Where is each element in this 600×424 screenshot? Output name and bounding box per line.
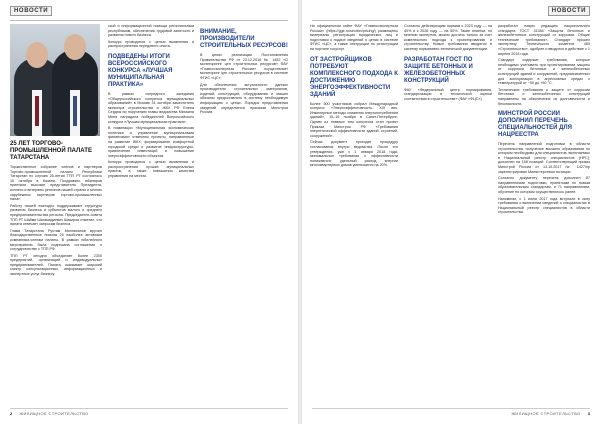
- footer-brand: ЖИЛИЩНОЕ СТРОИТЕЛЬСТВО: [19, 411, 89, 416]
- left-section-label: [10, 6, 52, 18]
- paragraph: В целях реализации Постановления Правительства РФ от 23.12.2016 № 1452 «О мониторинге цен строительных ресурсов» ФАУ «Главгосэкспертиза России» осуществляет мониторинг цен строительных ресурсов в системе ФГИС «ЦС».: [200, 53, 288, 80]
- paragraph: Глава Татарстана Рустам Минниханов вручил благодарственные письма 25 наиболее активным компаниям-членам палаты. В рамках юбилейного мероприятия была подписана соглашения о сотрудничестве с ТПП РФ.: [10, 228, 102, 252]
- paragraph: ФАУ «Федеральный центр нормирования, стандартизации и технической оценки соответствия в строительстве» (ФАУ «ФЦС»): [404, 87, 492, 101]
- headline-energy-efficiency: ОТ ЗАСТРОЙЩИКОВ ПОТРЕБУЮТ КОМПЛЕКСНОГО ПОДХОДА К ДОСТИЖЕНИЮ ЭНЕРГОЭФФЕКТИВНОСТИ ЗДАНИЙ: [310, 56, 398, 98]
- paragraph: Торжественное собрание членов и партнеров Торгово-промышленной палаты Республики Татарстан по случаю 25-летия ТПП РТ состоялось 16 октября в Казани. Поздравить юбиляров приехали высокие представители Президента, коллеги и ветераны регионов нашей страны и многих зарубежных партнеров торгово-промышленных палат.: [10, 165, 102, 202]
- footer-brand: ЖИЛИЩНОЕ СТРОИТЕЛЬСТВО: [511, 411, 581, 416]
- paragraph: Конкурс проводится с целью выявления и распространения передового опыта.: [108, 39, 194, 49]
- right-column-1: [310, 24, 398, 404]
- headline-manufacturers-attention: ВНИМАНИЕ, ПРОИЗВОДИТЕЛИ СТРОИТЕЛЬНЫХ РЕСУРСОВ!: [200, 29, 288, 49]
- headline-tpp-25: 25 ЛЕТ ТОРГОВО-ПРОМЫШЛЕННОЙ ПАЛАТЕ ТАТАРСТАНА: [10, 141, 92, 161]
- right-section-label: [548, 6, 590, 18]
- paragraph: Согласно документу перечень дополнен 87 направлениями подготовки, принятыми по новым образовательным стандартам, и 71 направлением, обучение по которым осуществлялось ранее.: [498, 176, 590, 195]
- left-column-1: [10, 24, 102, 404]
- left-column-2: [108, 24, 194, 404]
- left-top-rule: [10, 20, 288, 21]
- paragraph: Конкурс проводится с целью выявления и распространения лучших муниципальных практик, а также повышения качества управления на местах.: [108, 160, 194, 179]
- paragraph: ской и информационной помощи региональным республикам, обеспечения трудовой занятости и развития нового бизнеса.: [108, 24, 194, 38]
- paragraph: Работу нашей ежегодно поддерживают структуры развития бизнеса и субъектов малого и среднего предпринимательства региона. Председатель совета ТПП РТ Шайми Шагамадиевич Шакиров отметил, что палата отвечает запросам бизнеса.: [10, 203, 102, 227]
- left-column-3: [200, 24, 288, 404]
- right-column-3: [498, 24, 590, 404]
- paragraph: Технические требования к защите от коррозии бетонных и железобетонных конструкций направлены на обеспечение их долговечности и безопасности.: [498, 87, 590, 106]
- left-footer: [10, 408, 288, 419]
- paragraph: разработал новую редакцию национального стандарта ГОСТ 31384 «Защита бетонных и железобетонных конструкций от коррозии. Общие технические требования». Стандарт прошел экспертизу Технического комитета 465 «Строительство», одобрен и вводится в действие с 1 апреля 2018 года.: [498, 24, 590, 56]
- paragraph: Согласно действующим нормам к 2023 году — на 40% и к 2028 году — на 50%. Такие отметки, по мнению экспертов, можно достичь только за счет комплексного подхода к проектированию и строительству. Новые требования вводятся в систему нормативно-технической документации.: [404, 24, 492, 51]
- paragraph: В номинации «Муниципальная экономическая политика и управление муниципальными финансами» отмечены проекты, направленные на развитие ЖКХ, формирование комфортной городской среды и развитие инфраструктуры, привлечение инвестиций и повышение энергоэффективности объектов.: [108, 126, 194, 158]
- paragraph: Сейчас документ проходит процедуру согласования внутри ведомства. После его утверждения, уже с 1 января 2018 года, минимальные требования к эффективности понижаются: удельный расход энергии многоквартирных домов уменьшится на 20%.: [310, 140, 398, 168]
- page-number: 3: [587, 411, 590, 416]
- headline-best-municipal-practice: ПОДВЕДЕНЫ ИТОГИ ВСЕРОССИЙСКОГО КОНКУРСА «ЛУЧШАЯ МУНИЦИПАЛЬНАЯ ПРАКТИКА»: [108, 53, 173, 88]
- right-top-rule: [312, 20, 590, 21]
- paragraph: Стандарт содержит требования, которые необходимо учитывать при проектировании защиты от коррозии бетонных и железобетонных конструкций зданий и сооружений, предназначенных для эксплуатации в агрессивных средах с температурой от −50 до +50 °С.: [498, 58, 590, 86]
- paragraph: На официальном сайте ФАУ «Главгосэкспертиза России» (https://gge.ru/section/pricing/) размещены материалы регистрации юридических лиц и подготовки к подаче сведений о ценах в системе ФГИС «ЦС», а также инструкции по регистрации на портале госуслуг.: [310, 24, 398, 51]
- tie-right: [73, 96, 77, 126]
- right-section-tag: НОВОСТИ: [548, 6, 590, 16]
- page-number: 2: [10, 411, 13, 416]
- right-column-2: [404, 24, 492, 404]
- left-page: [0, 0, 298, 424]
- paragraph: Перечень направлений подготовки в области строительства, получение высшего образования по которым необходимо для специалистов, включаемых в Национальный реестр специалистов (НРС), дополнен на 158 позиций. Соответствующий приказ Минстрой России от 13.10.2017 № 1427/пр зарегистрирован Министерством юстиции.: [498, 142, 590, 174]
- paragraph: В рамках очередного заседания «Общероссийского конгресса муниципальных образований» в Москве 31 октября заместитель министра строительства и ЖКХ РФ Елена Сердюк по поручению главы ведомства Михаила Меня наградила победителей Всероссийского конкурса «Лучшая муниципальная практика».: [108, 91, 194, 124]
- head-left: [26, 42, 48, 68]
- paragraph: Более 500 участников собрал Международный конгресс «Энергоэффективность. XXI век. Инженерные методы снижения энергопотребления зданий», 15–16 ноября в Санкт-Петербурге. Одним из главных тем конгресса стал проект Приказа Минстроя РФ «Требования энергетической эффективности зданий, строений, сооружений».: [310, 101, 398, 138]
- tie-left: [35, 96, 39, 126]
- article-photo: [10, 24, 100, 136]
- right-page: [302, 0, 600, 424]
- left-section-tag: НОВОСТИ: [10, 6, 52, 16]
- paragraph: Напомним, с 1 июля 2017 года вступили в силу требования о включении сведений о специалистах в Национальный реестр специалистов в области строительства.: [498, 196, 590, 215]
- headline-national-registry: МИНСТРОЙ РОССИИ ДОПОЛНИЛ ПЕРЕЧЕНЬ СПЕЦИАЛЬНОСТЕЙ ДЛЯ НАЦРЕЕСТРА: [498, 111, 572, 139]
- paragraph: ТПП РТ сегодня объединяет более 2300 предприятий, организаций и индивидуальных предпринимателей. Палата оказывает широкий спектр консультационных, информационных и экспертных услуг бизнесу.: [10, 253, 102, 277]
- headline-gost-concrete: РАЗРАБОТАН ГОСТ ПО ЗАЩИТЕ БЕТОННЫХ И ЖЕЛЕЗОБЕТОННЫХ КОНСТРУКЦИЙ: [404, 56, 473, 84]
- paragraph: Для обеспечения актуальности данных производители строительных материалов, изделий, конструкций, оборудования и машин обязаны предоставлять в систему необходимую информацию о ценах. Порядок представления сведений определяется приказом Минстроя России.: [200, 82, 288, 115]
- right-footer: [312, 408, 590, 419]
- head-right: [64, 34, 86, 60]
